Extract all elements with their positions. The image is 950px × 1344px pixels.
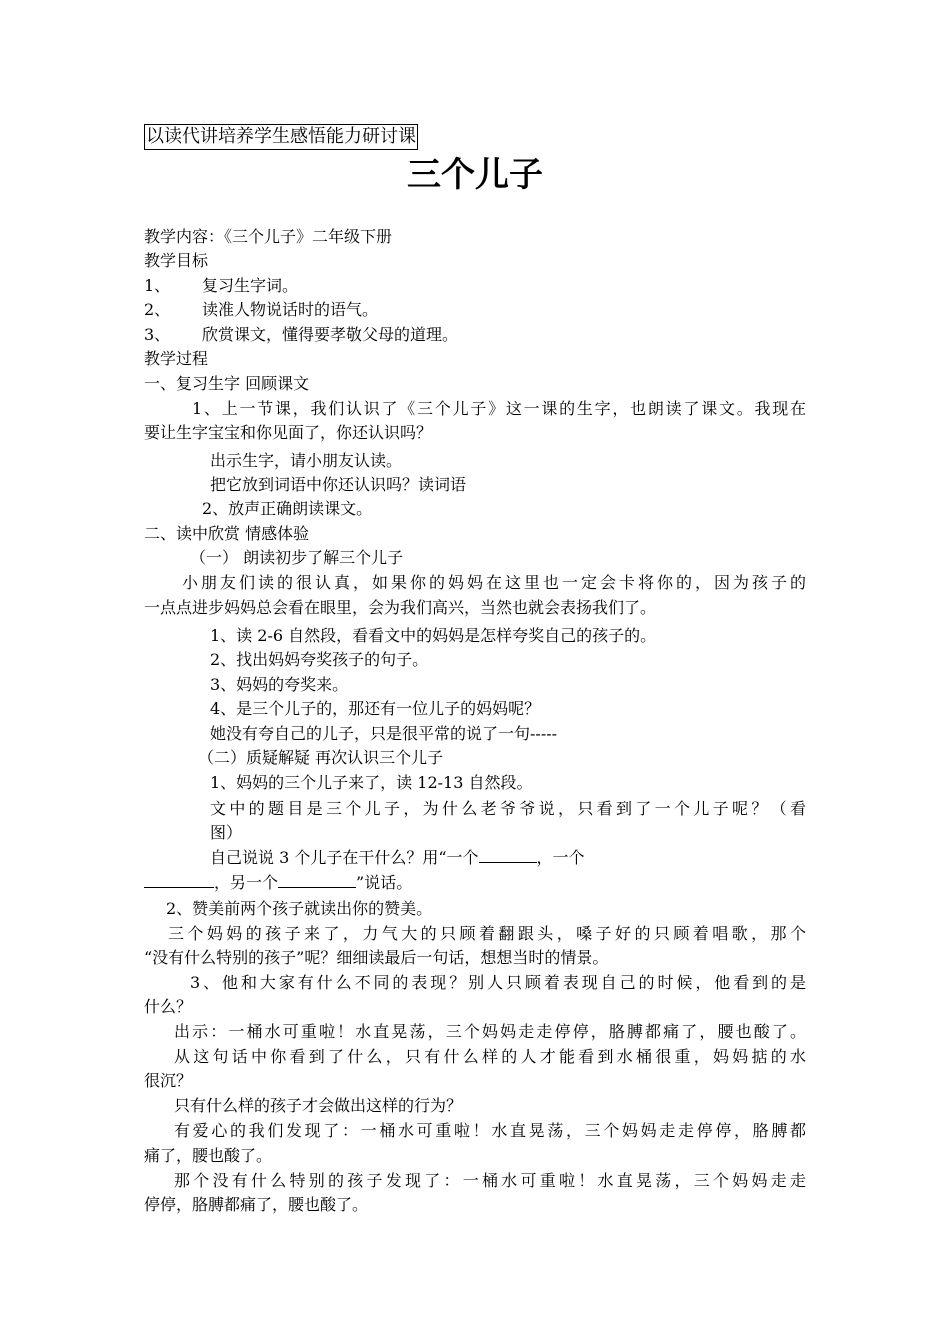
text-line: （二）质疑解疑 再次认识三个儿子 [198, 748, 444, 767]
text-line: 出示：一桶水可重啦！水直晃荡，三个妈妈走走停停，胳膊都痛了，腰也酸了。 [174, 1022, 806, 1041]
text-line: 2、找出妈妈夸奖孩子的句子。 [210, 650, 429, 669]
text-line: 很沉？ [144, 1071, 193, 1090]
text-line: 把它放到词语中你还认识吗？读词语 [210, 475, 467, 494]
text-line: 她没有夸自己的儿子，只是很平常的说了一句----- [210, 724, 558, 743]
blank-underline [144, 871, 214, 888]
list-number: 1、 [144, 276, 171, 295]
text-line: 教学目标 [144, 251, 209, 270]
blank-underline [479, 846, 537, 863]
list-number: 2、 [144, 300, 171, 319]
text-line: 2、赞美前两个孩子就读出你的赞美。 [166, 899, 433, 918]
text-line: 一、复习生字 回顾课文 [144, 374, 310, 393]
text-line: （一） 朗读初步了解三个儿子 [190, 548, 404, 567]
blank-underline [278, 871, 356, 888]
text-line: 那个没有什么特别的孩子发现了：一桶水可重啦！水直晃荡，三个妈妈走走 [174, 1171, 806, 1190]
text-line: 什么？ [144, 997, 193, 1016]
fill-in-prompt: ，另一个 ”说话。 [144, 871, 412, 895]
text-line: 1、妈妈的三个儿子来了，读 12-13 自然段。 [210, 773, 533, 792]
fill-in-prompt: 自己说说 3 个儿子在干什么？用“一个 ，一个 [210, 848, 585, 867]
text-line: 停停，胳膊都痛了，腰也酸了。 [144, 1195, 369, 1214]
text-line: 只有什么样的孩子才会做出这样的行为？ [174, 1096, 463, 1115]
page-title: 三个儿子 [407, 155, 543, 195]
text-line: 4、是三个儿子的，那还有一位儿子的妈妈呢？ [210, 699, 541, 718]
text-line: 教学内容：《三个儿子》二年级下册 [144, 227, 393, 246]
text-line: 教学过程 [144, 349, 209, 368]
text-line: 1、读 2-6 自然段，看看文中的妈妈是怎样夸奖自己的孩子的。 [210, 626, 657, 645]
text-line: 复习生字词。 [202, 276, 299, 295]
text-line: 小朋友们读的很认真，如果你的妈妈在这里也一定会卡将你的，因为孩子的 [182, 573, 806, 592]
text-line: 一点点进步妈妈总会看在眼里，会为我们高兴，当然也就会表扬我们了。 [144, 598, 657, 617]
text-line: 痛了，腰也酸了。 [144, 1146, 273, 1165]
text-line: 从这句话中你看到了什么，只有什么样的人才能看到水桶很重，妈妈掂的水 [174, 1047, 806, 1066]
text-line: 出示生字，请小朋友认读。 [210, 451, 403, 470]
text-line: 文中的题目是三个儿子，为什么老爷爷说，只看到了一个儿子呢？（看 [210, 799, 806, 818]
text-line: 有爱心的我们发现了：一桶水可重啦！水直晃荡，三个妈妈走走停停，胳膊都 [174, 1121, 806, 1140]
text-line: 图） [210, 823, 243, 842]
text-line: 欣赏课文，懂得要孝敬父母的道理。 [202, 325, 459, 344]
text-line: 2、放声正确朗读课文。 [202, 499, 373, 518]
text-line: 3、妈妈的夸奖来。 [210, 675, 349, 694]
list-number: 3、 [144, 325, 171, 344]
text-line: 读准人物说话时的语气。 [202, 300, 379, 319]
text-line: 3、他和大家有什么不同的表现？别人只顾着表现自己的时候，他看到的是 [190, 973, 806, 992]
text-line: 三个妈妈的孩子来了，力气大的只顾着翻跟头，嗓子好的只顾着唱歌，那个 [168, 924, 806, 943]
text-line: 要让生字宝宝和你见面了，你还认识吗？ [144, 423, 433, 442]
text-line: 1、上一节课，我们认识了《三个儿子》这一课的生字，也朗读了课文。我现在 [192, 399, 806, 418]
header-box: 以读代讲培养学生感悟能力研讨课 [144, 124, 418, 150]
text-line: “没有什么特别的孩子”呢？细细读最后一句话，想想当时的情景。 [144, 948, 609, 967]
text-line: 二、读中欣赏 情感体验 [144, 524, 310, 543]
